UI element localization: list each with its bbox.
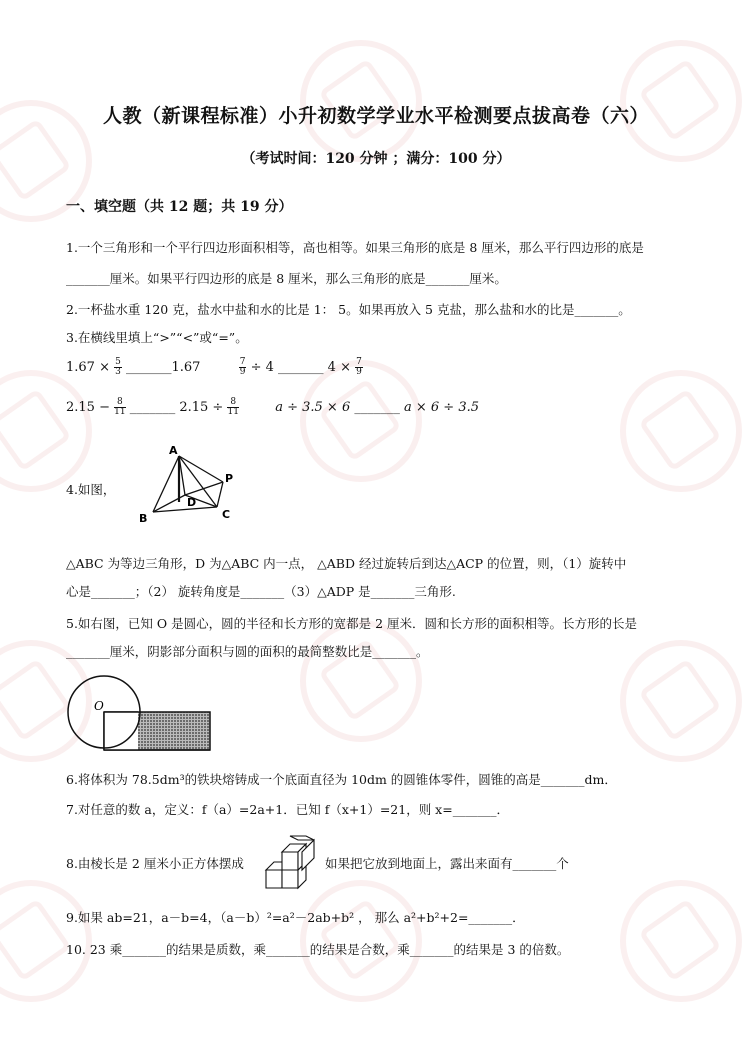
- question-4-label: 4.如图，: [66, 482, 116, 497]
- question-8-right: 如果把它放到地面上，露出来面有_______个: [325, 856, 569, 871]
- expr-text: ÷ 4 _______ 4 ×: [250, 360, 351, 375]
- question-3: 3.在横线里填上“>”“<”或“=”。: [66, 330, 248, 345]
- watermark-logo: [620, 370, 742, 492]
- question-10: 10. 23 乘_______的结果是质数，乘_______的结果是合数，乘_______的结果是 3 的倍数。: [66, 942, 570, 957]
- question-5-line-2: _______厘米，阴影部分面积与圆的面积的最简整数比是_______。: [66, 644, 429, 659]
- fraction: $\frac{8}{11}$: [227, 397, 239, 417]
- point-b-label: B: [139, 512, 148, 525]
- expr-text: _______1.67: [126, 360, 201, 375]
- watermark-logo: [620, 880, 742, 1002]
- exam-info: （考试时间：120 分钟 ；满分：100 分）: [241, 151, 511, 167]
- point-a-label: A: [169, 444, 178, 457]
- center-o-label: O: [94, 699, 104, 713]
- point-d-label: D: [187, 496, 197, 509]
- triangle-rotation-figure: [135, 440, 245, 528]
- fraction: $\frac{5}{3}$: [115, 357, 121, 377]
- expr-text: 1.67 ×: [66, 360, 110, 375]
- question-1-line-2: _______厘米。如果平行四边形的底是 8 厘米，那么三角形的底是_______厘米。: [66, 271, 507, 286]
- circle-rectangle-figure: [66, 672, 216, 756]
- watermark-logo: [620, 640, 742, 762]
- watermark-logo: [300, 620, 422, 742]
- question-4-line-2: 心是_______；（2） 旋转角度是_______（3）△ADP 是_______三角形.: [66, 584, 456, 599]
- point-p-label: P: [225, 472, 234, 485]
- expr-text: 2.15 −: [66, 400, 110, 415]
- question-2: 2.一杯盐水重 120 克，盐水中盐和水的比是 1： 5。如果再放入 5 克盐，那么盐和水的比是_______。: [66, 302, 631, 317]
- fraction: $\frac{7}{9}$: [239, 357, 246, 377]
- watermark-logo: [300, 357, 422, 482]
- question-5-line-1: 5.如右图，已知 O 是圆心，圆的半径和长方形的宽都是 2 厘米．圆和长方形的面积相等。长方形的长是: [66, 616, 638, 631]
- question-7: 7.对任意的数 a，定义：f（a）=2a+1．已知 f（x+1）=21，则 x=_______．: [66, 802, 509, 817]
- question-9: 9.如果 ab=21，a－b=4，（a－b）²=a²－2ab+b² ， 那么 a²+b²+2=_______．: [66, 910, 525, 925]
- fraction: $\frac{7}{9}$: [356, 357, 362, 377]
- page-title: 人教（新课程标准）小升初数学学业水平检测要点拔高卷（六）: [102, 105, 649, 127]
- fraction: $\frac{8}{11}$: [114, 397, 126, 417]
- section-heading: 一、填空题（共 12 题；共 19 分）: [66, 199, 293, 215]
- question-8-left: 8.由棱长是 2 厘米小正方体摆成: [66, 856, 244, 871]
- question-3-row-2: [66, 398, 479, 417]
- question-4-line-1: △ABC 为等边三角形，D 为△ABC 内一点， △ABD 经过旋转后到达△ACP 的位置，则，（1）旋转中: [66, 556, 627, 571]
- watermark-logo: [0, 370, 92, 492]
- question-3-row-1: [66, 358, 363, 377]
- expr-text: a ÷ 3.5 × 6 _______ a × 6 ÷ 3.5: [275, 400, 479, 415]
- expr-text: _______ 2.15 ÷: [129, 400, 224, 415]
- cube-stack-figure: [262, 832, 322, 894]
- question-6: 6.将体积为 78.5dm³的铁块熔铸成一个底面直径为 10dm 的圆锥体零件，圆锥的高是_______dm．: [66, 772, 617, 787]
- point-c-label: C: [222, 508, 231, 521]
- question-1-line-1: 1.一个三角形和一个平行四边形面积相等，高也相等。如果三角形的底是 8 厘米，那么平行四边形的底是: [66, 240, 644, 255]
